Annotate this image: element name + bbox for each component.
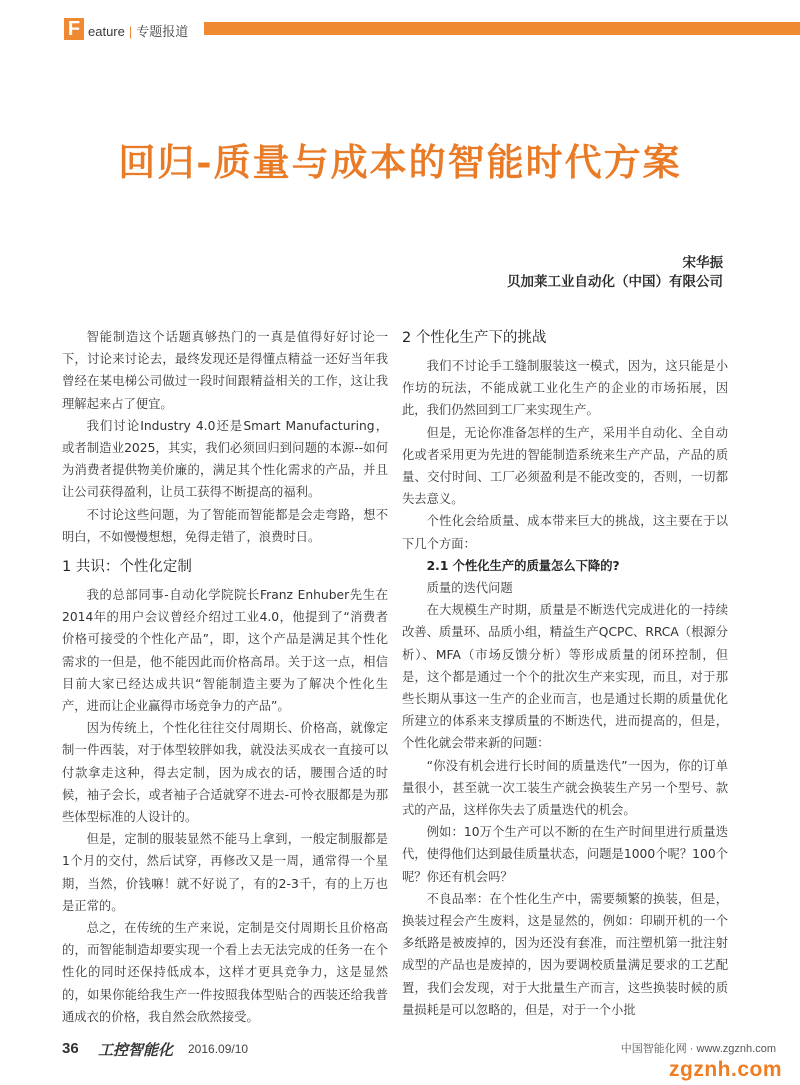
magazine-logo: 工控智能化 — [98, 1041, 174, 1059]
section-2-1-paragraph-3: 例如：10万个生产可以不断的在生产时间里进行质量迭代，使得他们达到最佳质量状态，问题是1000个呢？100个呢？你还有机会吗？ — [402, 825, 728, 884]
section-2-paragraph-3: 个性化会给质量、成本带来巨大的挑战，这主要在于以下几个方面： — [402, 514, 728, 551]
section-2-1-paragraph-1: 在大规模生产时期，质量是不断迭代完成进化的一持续改善、质量环、品质小组，精益生产QCPC、RRCA（根源分析）、MFA（市场反馈分析）等形成质量的闭环控制，但是，这个都是通过一个个的批次生产来实现，而且，对于那些长期从事这一生产的企业而言，也是通过长期的质量优化所建立的体系来支撑质量的不断迭代，进而提高的，但是，个性化就会带来新的问题： — [402, 603, 728, 751]
header-separator: | — [128, 24, 133, 39]
section-1-heading: 1 共识：个性化定制 — [62, 559, 192, 576]
section-1-paragraph-4: 总之，在传统的生产来说，定制是交付周期长且价格高的，而智能制造却要实现一个看上去无法完成的任务一在个性化的同时还保持低成本，这样才更具竞争力，这是显然的，如果你能给我生产一件按照我体型贴合的西装还给我普通成衣的价格，我自然会欣然接受。 — [62, 921, 388, 1024]
watermark: zgznh.com — [669, 1058, 782, 1081]
section-2-paragraph-2: 但是，无论你准备怎样的生产，采用半自动化、全自动化或者采用更为先进的智能制造系统来生产产品，产品的质量、交付时间、工厂必须盈利是不能改变的，否则，一切都失去意义。 — [402, 425, 728, 507]
left-column — [62, 326, 388, 1028]
section-1-paragraph-1: 我的总部同事-自动化学院院长Franz Enhuber先生在2014年的用户会议曾经介绍过工业4.0，他提到了“消费者价格可接受的个性化产品”，即，这个产品是满足其个性化需求的一但是，他不能因此而价格高昂。关于这一点，相信目前大家已经达成共识“智能制造主要为了解决个性化生产，进而让企业赢得市场竞争力的产品”。 — [62, 588, 388, 714]
section-1-paragraph-2: 因为传统上，个性化往往交付周期长、价格高，就像定制一件西装，对于体型较胖如我，就没法买成衣一直接可以付款拿走这种，得去定制，因为成衣的话，腰围合适的时候，袖子会长，或者袖子合适就穿不进去-可怜衣服都是为那些体型标准的人设计的。 — [62, 721, 388, 825]
section-label: eature — [88, 24, 125, 39]
author-name: 宋华振 — [682, 255, 723, 271]
intro-paragraph-1: 智能制造这个话题真够热门的一真是值得好好讨论一下，讨论来讨论去，最终发现还是得懂点精益一还好当年我曾经在某电梯公司做过一段时间跟精益相关的工作，这让我理解起来占了便宜。 — [62, 330, 388, 411]
author-affiliation: 贝加莱工业自动化（中国）有限公司 — [507, 274, 723, 290]
section-2-heading: 2 个性化生产下的挑战 — [402, 330, 547, 346]
author-block — [507, 254, 723, 292]
intro-paragraph-2: 我们讨论Industry 4.0还是Smart Manufacturing，或者制造业2025，其实，我们必须回归到问题的本源--如何为消费者提供物美价廉的，满足其个性化需求的产品，并且让公司获得盈利，让员工获得不断提高的福利。 — [62, 418, 388, 500]
section-1-paragraph-3: 但是，定制的服装显然不能马上拿到，一般定制服都是1个月的交付，然后试穿，再修改又是一周，通常得一个星期，当然，价钱嘛！就不好说了，有的2-3千，有的上万也是正常的。 — [62, 832, 388, 913]
section-topic: 专题报道 — [136, 24, 189, 39]
right-column — [402, 326, 728, 1021]
section-header — [88, 21, 188, 40]
intro-paragraph-3: 不讨论这些问题，为了智能而智能都是会走弯路，想不明白，不如慢慢想想，免得走错了，浪费时日。 — [62, 507, 388, 544]
page-number: 36 — [62, 1040, 79, 1057]
footer-site-link[interactable]: 中国智能化网 · www.zgznh.com — [620, 1043, 776, 1055]
article-title: 回归-质量与成本的智能时代方案 — [118, 140, 682, 184]
section-initial-badge: F — [64, 18, 84, 40]
section-2-paragraph-1: 我们不讨论手工缝制服装这一模式，因为，这只能是小作坊的玩法，不能成就工业化生产的企业的市场拓展，因此，我们仍然回到工厂来实现生产。 — [402, 359, 728, 418]
subsection-label: 质量的迭代问题 — [426, 581, 513, 596]
section-2-1-paragraph-2: “你没有机会进行长时间的质量迭代”一因为，你的订单量很小，甚至就一次工装生产就会换装生产另一个型号、款式的产品，这样你失去了质量迭代的机会。 — [402, 758, 728, 818]
section-2-1-paragraph-4: 不良品率：在个性化生产中，需要频繁的换装，但是，换装过程会产生废料，这是显然的，例如：印刷开机的一个多纸路是被废掉的，因为还没有套准，而注塑机第一批注射成型的产品也是废掉的，因为要调校质量满足要求的工艺配置，我们会发现，对于大批量生产而言，这些换装时候的质量损耗是可以忽略的，但是，对于一个小批 — [402, 891, 728, 1017]
header-accent-bar — [204, 22, 800, 35]
issue-date: 2016.09/10 — [188, 1042, 249, 1056]
subsection-2-1-heading: 2.1 个性化生产的质量怎么下降的? — [426, 558, 620, 573]
